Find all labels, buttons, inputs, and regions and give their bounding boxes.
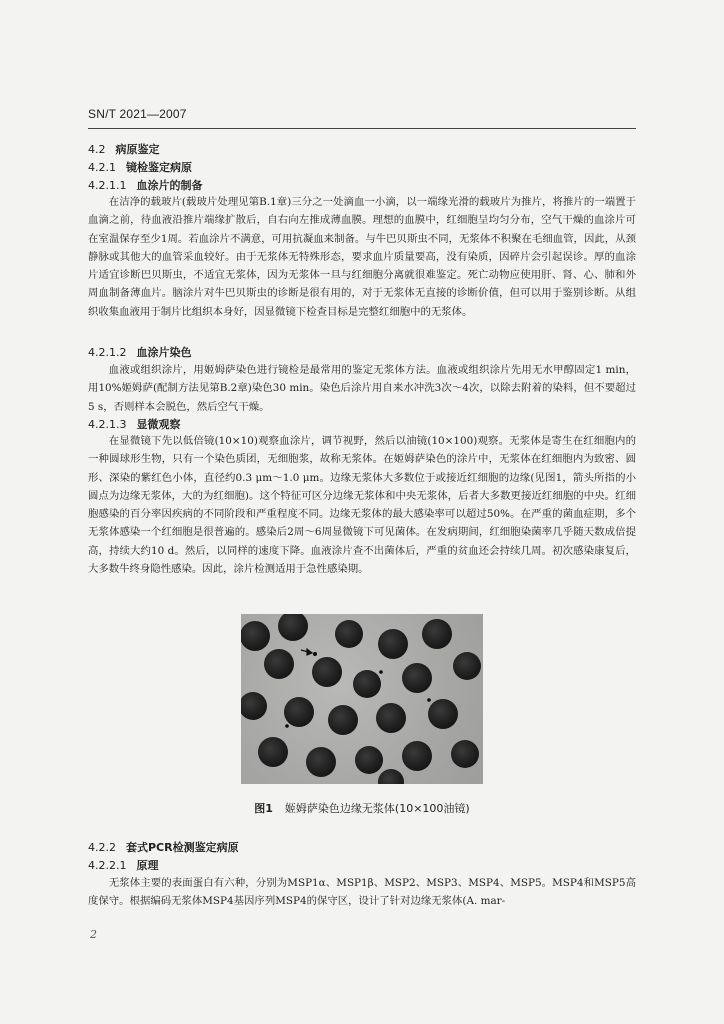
heading-title: 原理 [136, 859, 159, 872]
paragraph-text: 在洁净的载玻片(载玻片处理见第B.1章)三分之一处滴血一小滴，以一端缘光滑的载玻片为推片，将推片的一端置于血滴之前，待血液沿推片端缘扩散后，自右向左推成薄血膜。理想的血膜中，红细胞呈均匀分布，空气干燥的血涂片可在室温保存至少1周。若血涂片不满意，可用抗凝血来制备。与牛巴贝斯虫不同，无浆体不积聚在毛细血管，因此，从颈静脉或其他大的血管采血较好。由于无浆体无特殊形态，要求血片质量要高，没有染质，因碎片会引起误诊。厚的血涂片适宜诊断巴贝斯虫，不适宜无浆体，因为无浆体一旦与红细胞分离就很难鉴定。死亡动物应使用肝、肾、心、肺和外周血制备薄血片。脑涂片对牛巴贝斯虫的诊断是很有用的，对于无浆体无直接的诊断价值，但可以用于鉴别诊断。从组织收集血液用于制片比组织本身好，因显微镜下检查目标是完整红细胞中的无浆体。 [88, 196, 636, 318]
paragraph-pcr-principle [88, 874, 636, 911]
heading-title: 血涂片染色 [136, 346, 192, 359]
heading-number: 4.2.2.1 [88, 859, 127, 872]
header-rule [88, 128, 636, 129]
heading-number: 4.2.1.2 [88, 346, 127, 359]
paragraph-smear-preparation [88, 193, 636, 321]
heading-title: 套式PCR检测鉴定病原 [126, 841, 239, 854]
heading-4-2-2 [88, 839, 239, 855]
heading-number: 4.2 [88, 143, 106, 156]
heading-title: 镜检鉴定病原 [126, 161, 192, 174]
figure-label: 图1 [254, 802, 273, 815]
paragraph-text: 在显微镜下先以低倍镜(10×10)观察血涂片，调节视野，然后以油镜(10×100)观察。无浆体是寄生在红细胞内的一种圆球形生物，只有一个染色质团，无细胞浆，故称无浆体。在姬姆萨染色的涂片中，无浆体在红细胞内为致密、圆形、深染的紫红色小体，直径约0.3 μm～1.0 μm。边缘无浆体大多数位于或接近红细胞的边缘(见图1，箭头所指的小圆点为边缘无浆体，大的为红细胞)。这个特征可区分边缘无浆体和中央无浆体，后者大多数更接近红细胞的中央。红细胞感染的百分率因疾病的不同阶段和严重程度不同。边缘无浆体的最大感染率可以超过50%。在严重的菌血症期，多个无浆体感染一个红细胞是很普遍的。感染后2周～6周显微镜下可见菌体。在发病期间，红细胞染菌率几乎随天数成倍提高，持续大约10 d。然后，以同样的速度下降。血液涂片查不出菌体后，严重的贫血还会持续几周。初次感染康复后，大多数牛终身隐性感染。因此，涂片检测适用于急性感染期。 [88, 435, 636, 576]
red-blood-cells-illustration [241, 614, 483, 784]
heading-4-2-1-3 [88, 416, 180, 432]
heading-title: 显微观察 [136, 418, 181, 431]
paragraph-text: 血液或组织涂片，用姬姆萨染色进行镜检是最常用的鉴定无浆体方法。血液或组织涂片先用无水甲醇固定1 min，用10%姬姆萨(配制方法见第B.2章)染色30 min。染色后涂片用自来水冲洗3次～4次，以除去附着的染料，但不要超过5 s，否则样本会脱色，然后空气干燥。 [88, 364, 636, 413]
heading-title: 病原鉴定 [115, 143, 160, 156]
figure-caption [0, 800, 724, 816]
heading-number: 4.2.1.3 [88, 418, 127, 431]
heading-4-2-1-1 [88, 177, 202, 193]
heading-number: 4.2.1 [88, 161, 116, 174]
heading-4-2 [88, 141, 160, 157]
standard-id: SN/T 2021—2007 [88, 107, 187, 121]
heading-4-2-1 [88, 159, 192, 175]
heading-title: 血涂片的制备 [136, 179, 203, 192]
page-number: 2 [90, 928, 97, 941]
paragraph-text: 无浆体主要的表面蛋白有六种，分别为MSP1α、MSP1β、MSP2、MSP3、MSP4、MSP5。MSP4和MSP5高度保守。根据编码无浆体MSP4基因序列MSP4的保守区，设计了针对边缘无浆体(A. mar- [88, 877, 636, 908]
paragraph-microscopy [88, 432, 636, 578]
figure-caption-text: 姬姆萨染色边缘无浆体(10×100油镜) [284, 802, 470, 815]
micrograph-image [241, 614, 483, 784]
heading-4-2-2-1 [88, 857, 158, 873]
paragraph-smear-staining [88, 361, 636, 416]
heading-number: 4.2.1.1 [88, 179, 127, 192]
heading-4-2-1-2 [88, 344, 191, 360]
heading-number: 4.2.2 [88, 841, 116, 854]
